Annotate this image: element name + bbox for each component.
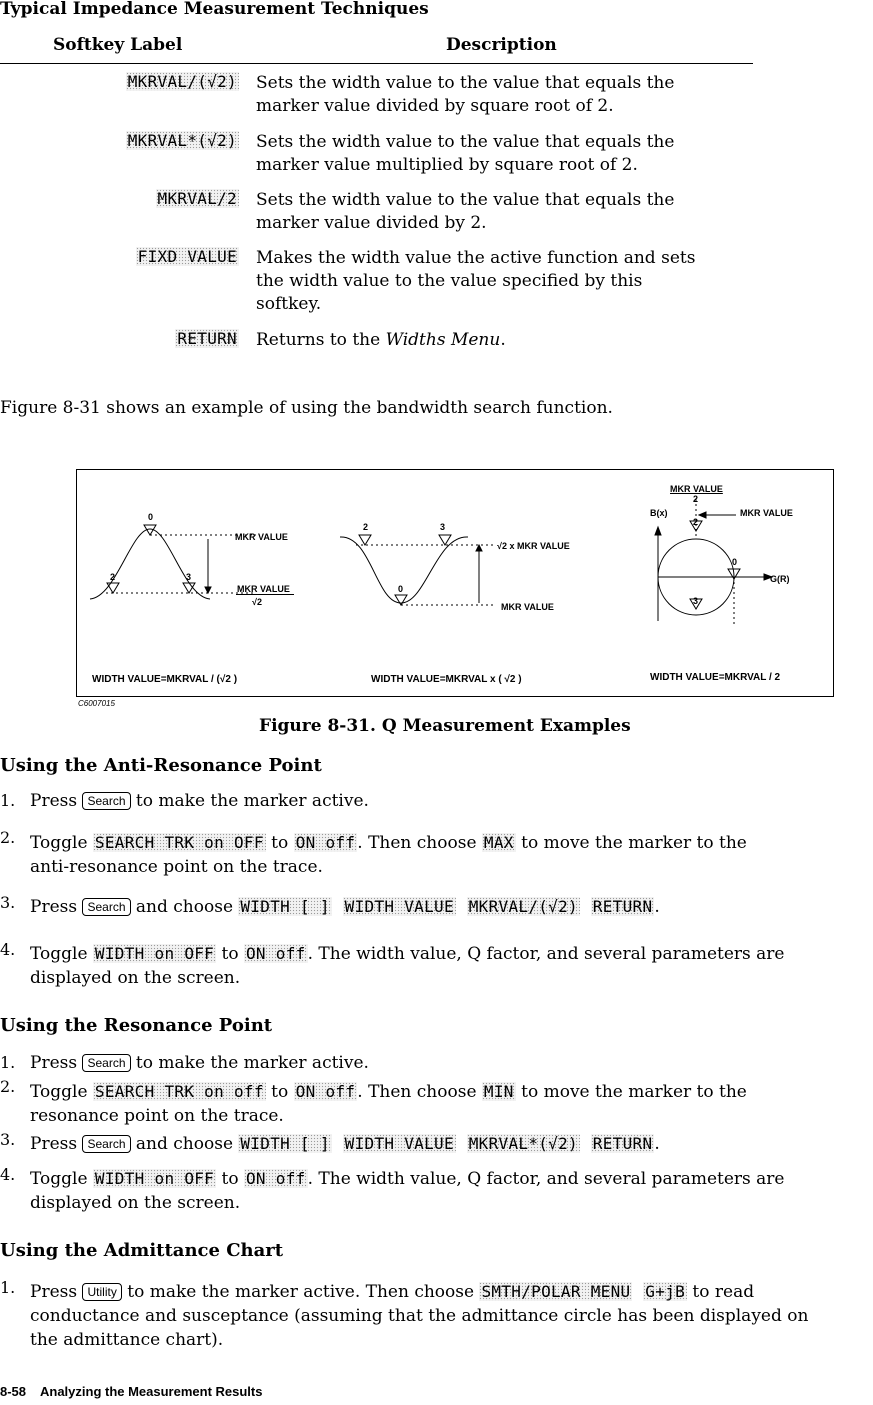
step-text: . bbox=[654, 1134, 660, 1154]
width-softkey[interactable]: WIDTH [ ] bbox=[240, 1134, 330, 1153]
sqrt-value: 2 bbox=[256, 597, 262, 607]
widths-menu-ref: Widths Menu bbox=[385, 330, 501, 350]
step-text: . The width value, Q factor, and several parameters are bbox=[307, 944, 785, 964]
sqrt2-mkr-label: √2 x MKR VALUE bbox=[497, 541, 570, 551]
on-off-softkey[interactable]: ON off bbox=[295, 833, 356, 852]
desc-line: marker value multiplied by square root of 2. bbox=[256, 155, 638, 175]
step-1-text bbox=[30, 789, 369, 813]
section-title: Using the Admittance Chart bbox=[0, 1240, 284, 1261]
step-4 bbox=[0, 1163, 15, 1187]
step-4 bbox=[0, 938, 15, 962]
marker-3-icon bbox=[439, 535, 451, 545]
table-row-desc bbox=[256, 247, 695, 316]
step-2 bbox=[0, 826, 15, 850]
figure-code: C6007015 bbox=[78, 699, 115, 708]
step-text: Toggle bbox=[30, 1169, 93, 1189]
figure-diagram bbox=[76, 469, 834, 697]
desc-line: marker value divided by 2. bbox=[256, 213, 487, 233]
step-text: Toggle bbox=[30, 944, 93, 964]
marker-2-icon bbox=[107, 583, 119, 593]
search-trk-softkey[interactable]: SEARCH TRK on OFF bbox=[94, 833, 264, 852]
step-4-text bbox=[30, 1167, 785, 1215]
search-hardkey[interactable]: Search bbox=[82, 792, 130, 810]
mkr-value-label: MKR VALUE bbox=[740, 508, 793, 518]
softkey-label: MKRVAL/2 bbox=[157, 189, 237, 208]
step-3 bbox=[0, 891, 15, 915]
min-softkey[interactable]: MIN bbox=[483, 1082, 514, 1101]
step-number: 3. bbox=[0, 893, 16, 912]
desc-line: Sets the width value to the value that equals the bbox=[256, 73, 675, 93]
marker-label: 2 bbox=[363, 522, 369, 532]
gr-axis-label: G(R) bbox=[770, 574, 790, 584]
desc-line: Sets the width value to the value that equals the bbox=[256, 132, 675, 152]
on-off-softkey[interactable]: ON off bbox=[246, 944, 306, 963]
step-number: 1. bbox=[0, 791, 16, 810]
softkey-label: FIXD VALUE bbox=[137, 247, 237, 266]
marker-label: 2 bbox=[693, 517, 699, 527]
table-row-desc bbox=[256, 131, 674, 177]
smth-polar-menu-softkey[interactable]: SMTH/POLAR MENU bbox=[481, 1282, 631, 1301]
table-row bbox=[175, 329, 239, 349]
width-on-off-softkey[interactable]: WIDTH on OFF bbox=[94, 1169, 215, 1188]
softkey-label: MKRVAL/(√2) bbox=[127, 72, 237, 91]
step-3-text bbox=[30, 1132, 660, 1156]
formula-label: WIDTH VALUE=MKRVAL / (√2 ) bbox=[92, 674, 238, 685]
section-title: Using the Anti-Resonance Point bbox=[0, 755, 322, 776]
max-softkey[interactable]: MAX bbox=[483, 833, 514, 852]
table-row bbox=[136, 247, 239, 267]
marker-label: 3 bbox=[186, 572, 192, 582]
marker-label: 0 bbox=[398, 584, 404, 594]
step-text: Toggle bbox=[30, 1082, 93, 1102]
desc-line: Makes the width value the active function and sets bbox=[256, 248, 696, 268]
return-softkey[interactable]: RETURN bbox=[592, 897, 653, 916]
marker-label: 3 bbox=[440, 522, 446, 532]
page-title: Typical Impedance Measurement Techniques bbox=[0, 0, 429, 19]
step-2 bbox=[0, 1075, 15, 1099]
table-row bbox=[126, 72, 239, 92]
marker-label: 0 bbox=[148, 512, 154, 522]
step-number: 2. bbox=[0, 1077, 16, 1096]
col-description-header: Description bbox=[446, 35, 557, 55]
desc-line: the width value to the value specified by this bbox=[256, 271, 643, 291]
step-number: 4. bbox=[0, 940, 16, 959]
step-number: 1. bbox=[0, 1278, 16, 1297]
step-text: to make the marker active. bbox=[130, 1053, 369, 1073]
step-text: Press bbox=[30, 791, 83, 811]
col-softkey-header: Softkey Label bbox=[53, 35, 183, 55]
intro-paragraph: Figure 8-31 shows an example of using the bandwidth search function. bbox=[0, 398, 613, 418]
table-row bbox=[156, 189, 239, 209]
figure-caption: Figure 8-31. Q Measurement Examples bbox=[259, 716, 631, 736]
utility-hardkey[interactable]: Utility bbox=[82, 1283, 121, 1301]
mkr-value-label: MKR VALUE bbox=[237, 584, 290, 594]
step-number: 4. bbox=[0, 1165, 16, 1184]
step-text: Press bbox=[30, 1282, 83, 1302]
step-text: resonance point on the trace. bbox=[30, 1106, 284, 1126]
softkey-label: RETURN bbox=[177, 329, 237, 348]
table-rule bbox=[0, 63, 753, 64]
step-text: conductance and susceptance (assuming that the admittance circle has been displayed on bbox=[30, 1306, 809, 1326]
bx-axis-label: B(x) bbox=[650, 508, 668, 518]
section-title: Using the Resonance Point bbox=[0, 1015, 273, 1036]
table-row-desc bbox=[256, 189, 674, 235]
step-1 bbox=[0, 1051, 15, 1075]
step-text: displayed on the screen. bbox=[30, 1193, 241, 1213]
search-hardkey[interactable]: Search bbox=[82, 898, 130, 916]
step-text: and choose bbox=[130, 897, 239, 917]
sqrt2-label: √2 bbox=[252, 597, 262, 607]
desc-line: Sets the width value to the value that equals the bbox=[256, 190, 675, 210]
step-3 bbox=[0, 1128, 15, 1152]
width-softkey[interactable]: WIDTH [ ] bbox=[240, 897, 330, 916]
step-text: . Then choose bbox=[357, 833, 482, 853]
step-text: displayed on the screen. bbox=[30, 968, 241, 988]
desc-line: marker value divided by square root of 2. bbox=[256, 96, 614, 116]
step-text: the admittance chart). bbox=[30, 1330, 224, 1350]
valley-curve bbox=[340, 537, 468, 603]
mkr-value-label: MKR VALUE bbox=[501, 602, 554, 612]
step-text: . Then choose bbox=[357, 1082, 482, 1102]
width-on-off-softkey[interactable]: WIDTH on OFF bbox=[94, 944, 215, 963]
table-row-desc bbox=[256, 329, 506, 352]
table-row-desc bbox=[256, 72, 674, 118]
g-jb-softkey[interactable]: G+jB bbox=[645, 1282, 686, 1301]
step-text: to bbox=[265, 1082, 294, 1102]
step-1-text bbox=[30, 1280, 808, 1352]
step-text: Press bbox=[30, 1053, 83, 1073]
step-2-text bbox=[30, 1080, 747, 1128]
table-row bbox=[126, 131, 239, 151]
softkey-label: MKRVAL*(√2) bbox=[127, 131, 237, 150]
search-trk-softkey[interactable]: SEARCH TRK on off bbox=[94, 1082, 264, 1101]
step-text: . bbox=[654, 897, 660, 917]
step-text: Press bbox=[30, 1134, 83, 1154]
desc-line: softkey. bbox=[256, 294, 322, 314]
step-text: to make the marker active. Then choose bbox=[121, 1282, 480, 1302]
step-text: Toggle bbox=[30, 833, 93, 853]
step-text: . The width value, Q factor, and several parameters are bbox=[307, 1169, 785, 1189]
return-softkey[interactable]: RETURN bbox=[592, 1134, 653, 1153]
formula-label: WIDTH VALUE=MKRVAL x ( √2 ) bbox=[371, 674, 522, 685]
mkr-value-label: MKR VALUE bbox=[670, 484, 723, 494]
step-text: to read bbox=[687, 1282, 755, 1302]
mkr-value-label: MKR VALUE bbox=[235, 532, 288, 542]
step-1 bbox=[0, 789, 15, 813]
step-text: to bbox=[265, 833, 294, 853]
step-text: anti-resonance point on the trace. bbox=[30, 857, 323, 877]
width-value-softkey[interactable]: WIDTH VALUE bbox=[344, 897, 454, 916]
step-text: Press bbox=[30, 897, 83, 917]
step-number: 3. bbox=[0, 1130, 16, 1149]
step-number: 2. bbox=[0, 828, 16, 847]
formula-label: WIDTH VALUE=MKRVAL / 2 bbox=[650, 672, 781, 683]
step-1-text bbox=[30, 1051, 369, 1075]
step-text: to move the marker to the bbox=[515, 1082, 747, 1102]
step-3-text bbox=[30, 895, 660, 919]
search-hardkey[interactable]: Search bbox=[82, 1054, 130, 1072]
half-label: 2 bbox=[693, 494, 699, 504]
step-text: and choose bbox=[130, 1134, 239, 1154]
search-hardkey[interactable]: Search bbox=[82, 1135, 130, 1153]
step-4-text bbox=[30, 942, 785, 990]
on-off-softkey[interactable]: ON off bbox=[295, 1082, 356, 1101]
step-text: to move the marker to the bbox=[515, 833, 747, 853]
desc-text: . bbox=[500, 330, 506, 350]
marker-label: 3 bbox=[693, 596, 699, 606]
step-2-text bbox=[30, 831, 747, 879]
fraction-bar bbox=[236, 594, 294, 595]
step-1 bbox=[0, 1276, 15, 1300]
marker-label: 0 bbox=[732, 557, 738, 567]
on-off-softkey[interactable]: ON off bbox=[246, 1169, 306, 1188]
mkrval-mul-sqrt2-softkey[interactable]: MKRVAL*(√2) bbox=[468, 1134, 578, 1153]
marker-label: 2 bbox=[110, 572, 116, 582]
step-text: to make the marker active. bbox=[130, 791, 369, 811]
marker-2-icon bbox=[359, 535, 371, 545]
mkrval-div-sqrt2-softkey[interactable]: MKRVAL/(√2) bbox=[468, 897, 578, 916]
step-text: to bbox=[216, 1169, 244, 1189]
width-value-softkey[interactable]: WIDTH VALUE bbox=[344, 1134, 454, 1153]
desc-text: Returns to the bbox=[256, 330, 386, 350]
step-number: 1. bbox=[0, 1053, 16, 1072]
page-footer: 8-58 Analyzing the Measurement Results bbox=[0, 1384, 263, 1399]
step-text: to bbox=[216, 944, 244, 964]
